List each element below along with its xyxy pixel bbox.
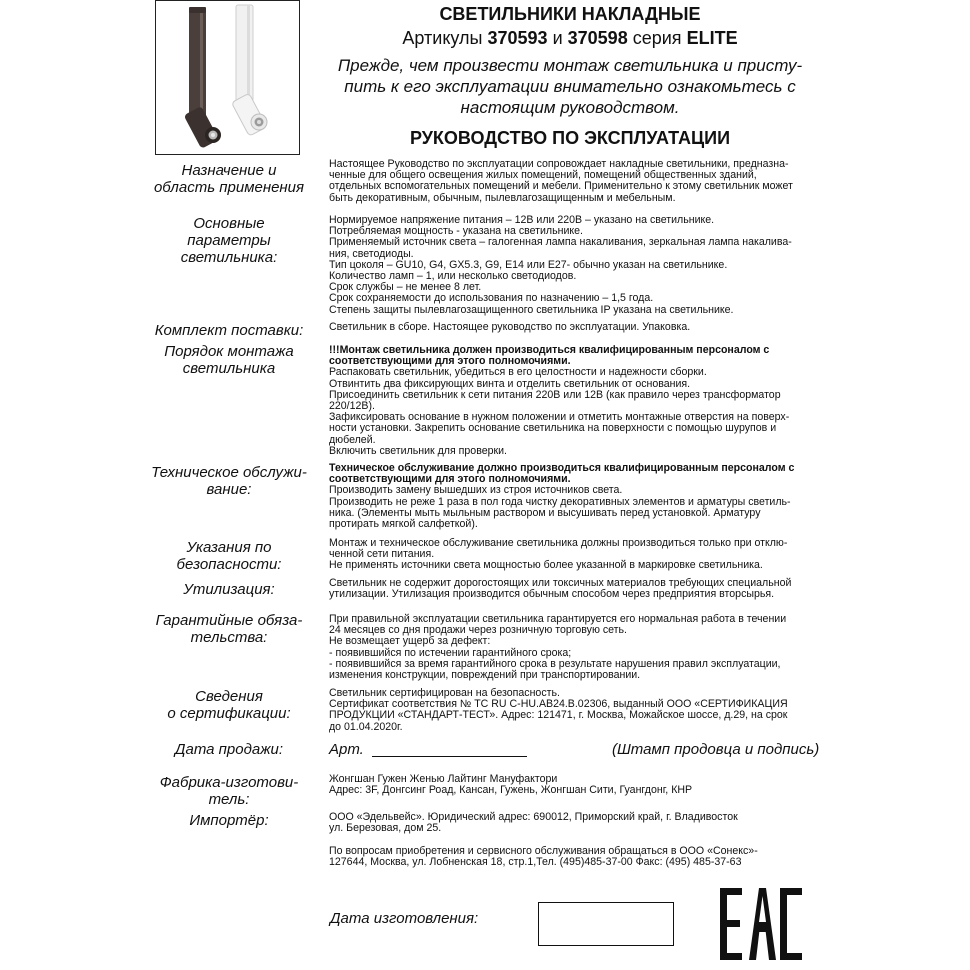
label-parameters: Основные параметры светильника: (180, 215, 278, 266)
text-line: Распаковать светильник, убедиться в его целостности и надежности сборки. (329, 366, 707, 379)
white-lamp-body (236, 5, 253, 101)
text-line: ния, светодиоды. (329, 247, 414, 260)
text-line: Настоящее Руководство по эксплуатации сопровождает накладные светильники, предназна- (329, 158, 789, 170)
text-line: ПРОДУКЦИИ «СТАНДАРТ-ТЕСТ». Адрес: 121471, г. Москва, Можайское шоссе, д.29, на срок (329, 709, 788, 722)
text-line: Степень защиты пылевлагозащищенного светильника IP указана на светильнике. (329, 303, 734, 316)
text-line: Количество ламп – 1, или несколько светодиодов. (329, 270, 577, 283)
text-line: до 01.04.2020г. (329, 720, 403, 733)
text-line: дюбелей. (329, 433, 376, 446)
label-disposal: Утилизация: (183, 581, 275, 598)
text-line: При правильной эксплуатации светильника гарантируется его нормальная работа в течении (329, 613, 787, 625)
manual-title: РУКОВОДСТВО ПО ЭКСПЛУАТАЦИИ (409, 128, 731, 148)
sale-article-label: Арт. (329, 741, 364, 758)
text-line: 24 месяцев со дня продажи через розничную торговую сеть. (329, 624, 627, 637)
eac-mark-icon (718, 886, 804, 962)
text-line: ченной сети питания. (329, 548, 435, 561)
text-line: Адрес: 3F, Донгсинг Роад, Кансан, Гужень, Жонгшан Сити, Гуангдонг, КНР (329, 784, 693, 797)
section-body (329, 688, 819, 733)
label-maintenance: Техническое обслужи- вание: (151, 464, 307, 498)
preface-note: Прежде, чем произвести монтаж светильника и присту- пить к его эксплуатации внимательно ознакомьтесь с настоящим руководством. (337, 56, 803, 117)
label-installation: Порядок монтажа светильника (164, 343, 294, 377)
text-line: изменения конструкции, повреждений при транспортировании. (329, 669, 641, 682)
product-photo (155, 0, 300, 155)
label-package: Комплект поставки: (154, 322, 304, 339)
text-line: Применяемый источник света – галогенная лампа накаливания, зеркальная лампа накалива- (329, 236, 792, 249)
label-importer: Импортёр: (189, 812, 269, 829)
text-line: Не возмещает ущерб за дефект: (329, 635, 491, 648)
manufacture-date-label: Дата изготовления: (330, 910, 479, 927)
text-line: утилизации. Утилизация производится обычным способом через предприятия вторсырья. (329, 588, 775, 601)
text-line: Светильник не содержит дорогостоящих или токсичных материалов требующих специальной (329, 577, 792, 589)
text-line: ности установки. Закрепить основание светильника на поверхности с помощью шурупов и (329, 422, 777, 435)
text-line (329, 834, 819, 845)
text-line: Сертификат соответствия № ТС RU C-HU.AB24.B.02306, выданный ООО «СЕРТИФИКАЦИЯ (329, 698, 788, 711)
section-body (329, 322, 819, 333)
text-line: 220/12В). (329, 400, 375, 413)
section-body (329, 538, 819, 572)
text-line: По вопросам приобретения и сервисного обслуживания обращаться в ООО «Сонекс»- (329, 844, 758, 857)
text-line: Не применять источники света мощностью более указанной в маркировке светильника. (329, 559, 763, 572)
text-line: Производить замену вышедших из строя источников света. (329, 484, 623, 497)
text-line: Светильник сертифицирован на безопасность. (329, 687, 560, 699)
label-purpose: Назначение и область применения (153, 162, 305, 196)
seller-stamp-label: (Штамп продовца и подпись) (612, 741, 820, 758)
text-line: Срок службы – не менее 8 лет. (329, 281, 482, 294)
label-warranty: Гарантийные обяза- тельства: (155, 612, 303, 646)
text-line: Тип цоколя – GU10, G4, GX5.3, G9, E14 или E27- обычно указан на светильнике. (329, 258, 728, 271)
section-body (329, 578, 819, 600)
section-body (329, 463, 819, 530)
section-body (329, 812, 819, 868)
section-body (329, 215, 819, 316)
section-body (329, 159, 819, 204)
text-line: Светильник в сборе. Настоящее руководство по эксплуатации. Упаковка. (329, 321, 691, 333)
text-line: ул. Березовая, дом 25. (329, 822, 442, 835)
text-line: соответствующими для этого полномочиями. (329, 473, 571, 486)
section-body (329, 345, 819, 457)
text-line: соответствующими для этого полномочиями. (329, 355, 571, 368)
text-line: Потребляемая мощность - указана на светильнике. (329, 225, 583, 238)
text-line: Жонгшан Гужен Женью Лайтинг Мануфактори (329, 773, 558, 785)
sale-article-field[interactable] (372, 756, 527, 757)
manufacture-date-field[interactable] (538, 902, 674, 946)
section-body (329, 614, 819, 681)
article-line: Артикулы 370593 и 370598 серия ELITE (402, 28, 738, 48)
label-certification: Сведения о сертификации: (167, 688, 291, 722)
text-line: Монтаж и техническое обслуживание светильника должны производиться только при отклю- (329, 537, 788, 549)
text-line: - появившийся по истечении гарантийного срока; (329, 646, 572, 659)
label-manufacturer: Фабрика-изготови- тель: (159, 774, 299, 808)
text-line: - появившийся за время гарантийного срока в результате нарушения правил эксплуатации, (329, 657, 781, 670)
text-line: Техническое обслуживание должно производиться квалифицированным персоналом с (329, 462, 795, 474)
text-line: Зафиксировать основание в нужном положении и отметить монтажные отверстия на поверх- (329, 411, 790, 424)
label-safety: Указания по безопасности: (176, 539, 282, 573)
text-line: Присоединить светильник к сети питания 220В или 12В (как правило через трансформатор (329, 388, 781, 401)
text-line: протирать мягкой салфеткой). (329, 518, 478, 531)
text-line: отдельных вспомогательных помещений и мебели. Применительно к этому светильник может (329, 180, 793, 193)
text-line: !!!Монтаж светильника должен производиться квалифицированным персоналом с (329, 344, 770, 356)
text-line: 127644, Москва, ул. Лобненская 18, стр.1,Тел. (495)485-37-00 Факс: (495) 485-37-63 (329, 855, 742, 868)
label-sale-date: Дата продажи: (174, 741, 284, 758)
text-line: Нормируемое напряжение питания – 12В или 220В – указано на светильнике. (329, 214, 715, 226)
dark-lamp-body (189, 11, 206, 117)
text-line: ООО «Эдельвейс». Юридический адрес: 690012, Приморский край, г. Владивосток (329, 811, 738, 823)
text-line: ника. (Элементы мыть мыльным раствором и высушивать перед установкой. Арматуру (329, 506, 761, 519)
text-line: Производить не реже 1 раза в пол года чистку декоративных элементов и арматуры светиль- (329, 495, 791, 508)
text-line: Включить светильник для проверки. (329, 444, 507, 457)
document-title: СВЕТИЛЬНИКИ НАКЛАДНЫЕ (439, 4, 701, 24)
text-line: ченные для общего освещения жилых помещений, помещений общественных зданий, (329, 169, 757, 182)
text-line: Отвинтить два фиксирующих винта и отделить светильник от основания. (329, 377, 691, 390)
section-body (329, 774, 819, 796)
text-line: Срок сохраняемости до использования по назначению – 1,5 года. (329, 292, 654, 305)
text-line: быть декоративным, обычным, пылевлагозащищенным и мебельным. (329, 191, 676, 204)
